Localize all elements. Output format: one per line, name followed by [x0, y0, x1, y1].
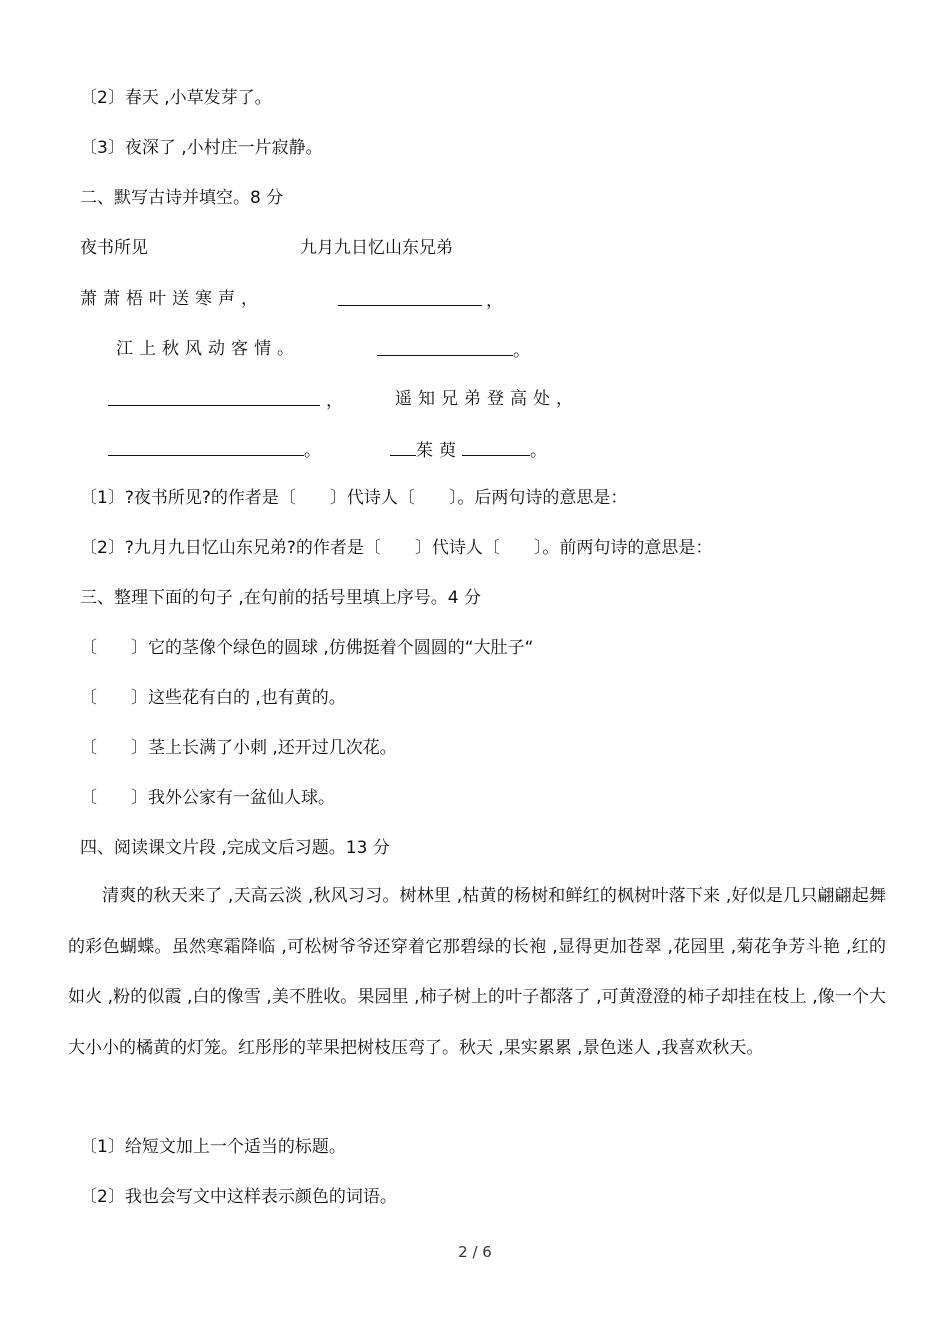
poem-1-title: 夜书所见: [80, 238, 148, 258]
fill-blank[interactable]: [108, 387, 320, 406]
item-3: 〔3〕夜深了 ,小村庄一片寂静。: [80, 138, 323, 158]
poem-2-line-4: 茱萸 。: [390, 437, 547, 463]
poem-1-line-2: 江上秋风动客情。: [116, 339, 300, 359]
item-2: 〔2〕春天 ,小草发芽了。: [80, 88, 272, 108]
sentence-item: 〔 〕茎上长满了小刺 ,还开过几次花。: [80, 738, 397, 758]
reading-passage: 清爽的秋天来了 ,天高云淡 ,秋风习习。树林里 ,枯黄的杨树和鲜红的枫树叶落下来 ,好似是几只翩翩起舞的彩色蝴蝶。虽然寒霜降临 ,可松树爷爷还穿着它那碧绿的长袍 ,显得更加苍翠 ,花园里 ,菊花争芳斗艳 ,红的如火 ,粉的似霞 ,白的像雪 ,美不胜收。果园里 ,柿子树上的叶子都落了 ,可黄澄澄的柿子却挂在枝上 ,像一个大大小小的橘黄的灯笼。红彤彤的苹果把树枝压弯了。秋天 ,果实累累 ,景色迷人 ,我喜欢秋天。: [68, 886, 886, 1058]
fill-blank[interactable]: [390, 437, 416, 456]
fill-blank[interactable]: [338, 287, 482, 306]
section-2-heading: 二、默写古诗并填空。8 分: [80, 188, 284, 208]
poem-1-line-1: 萧萧梧叶送寒声，: [80, 289, 264, 309]
sentence-item: 〔 〕这些花有白的 ,也有黄的。: [80, 688, 346, 708]
poem-2-title: 九月九日忆山东兄弟: [300, 238, 453, 258]
page-number: 2 / 6: [458, 1243, 492, 1261]
fill-blank[interactable]: [377, 337, 513, 356]
section-4-heading: 四、阅读课文片段 ,完成文后习题。13 分: [80, 838, 390, 858]
poem-1-line-4: 。: [108, 437, 321, 463]
question-2-1: 〔1〕?夜书所见?的作者是〔 〕代诗人〔 〕。后两句诗的意思是：: [80, 488, 628, 508]
poem-2-line-1: ，: [338, 287, 503, 313]
poem-2-line-2: 。: [377, 337, 530, 363]
question-4-2: 〔2〕我也会写文中这样表示颜色的词语。: [80, 1187, 397, 1207]
fill-blank[interactable]: [108, 437, 304, 456]
section-3-heading: 三、整理下面的句子 ,在句前的括号里填上序号。4 分: [80, 588, 482, 608]
poem-2-line-3: 遥知兄弟登高处，: [395, 389, 579, 409]
poem-1-line-3: ，: [108, 387, 343, 413]
question-2-2: 〔2〕?九月九日忆山东兄弟?的作者是〔 〕代诗人〔 〕。前两句诗的意思是：: [80, 538, 713, 558]
sentence-item: 〔 〕它的茎像个绿色的圆球 ,仿佛挺着个圆圆的“大肚子“: [80, 638, 534, 658]
fill-blank[interactable]: [462, 437, 530, 456]
sentence-item: 〔 〕我外公家有一盆仙人球。: [80, 788, 335, 808]
question-4-1: 〔1〕给短文加上一个适当的标题。: [80, 1137, 346, 1157]
